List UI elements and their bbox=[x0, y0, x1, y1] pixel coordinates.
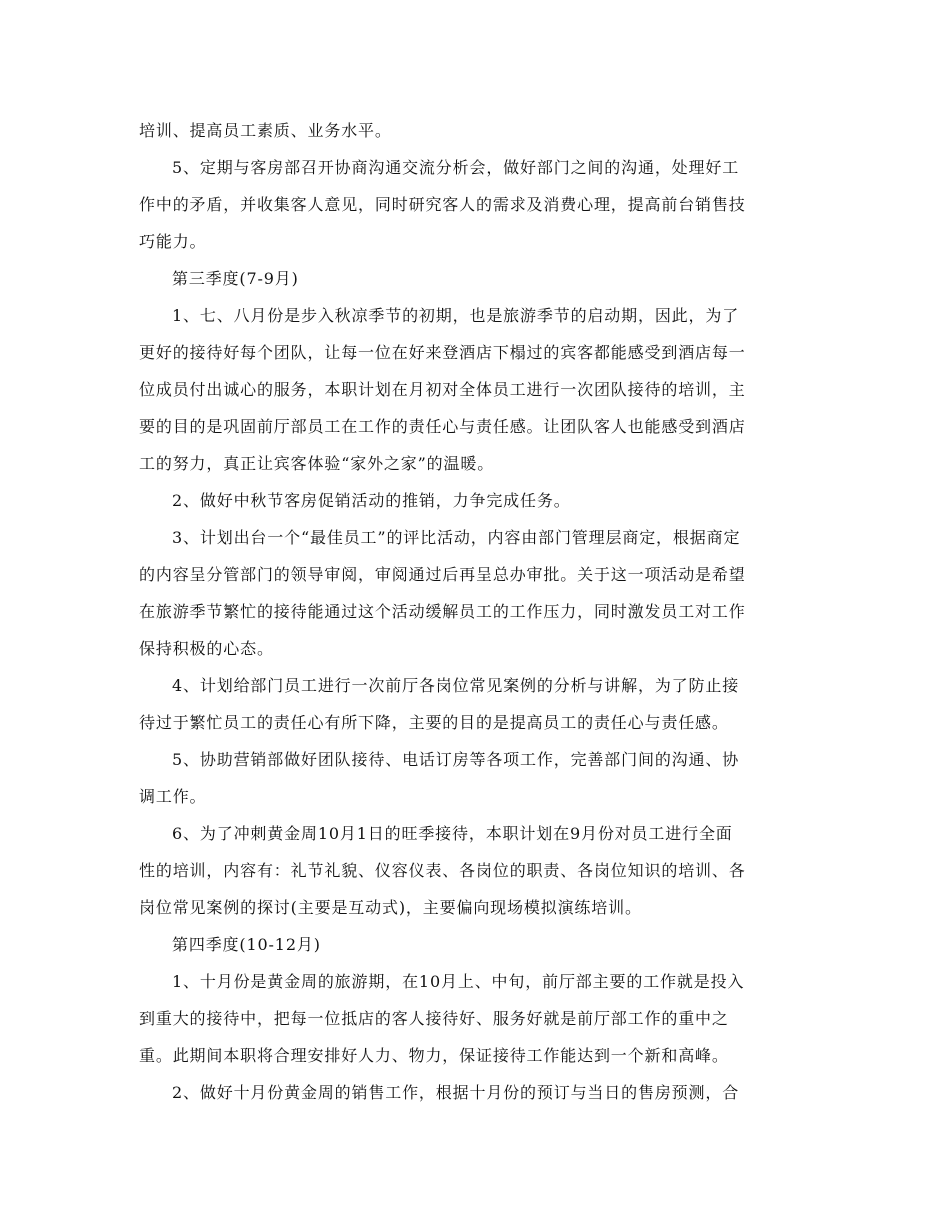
text-line: 保持积极的心态。 bbox=[139, 639, 274, 658]
text-line: 要的目的是巩固前厅部员工在工作的责任心与责任感。让团队客人也能感受到酒店 bbox=[139, 417, 746, 436]
text-line: 岗位常见案例的探讨(主要是互动式)，主要偏向现场模拟演练培训。 bbox=[139, 898, 642, 917]
text-line: 在旅游季节繁忙的接待能通过这个活动缓解员工的工作压力，同时激发员工对工作 bbox=[139, 602, 746, 621]
section-heading-q3: 第三季度(7-9月) bbox=[172, 269, 299, 288]
text-line: 调工作。 bbox=[139, 787, 207, 806]
text-line: 的内容呈分管部门的领导审阅，审阅通过后再呈总办审批。关于这一项活动是希望 bbox=[139, 565, 746, 584]
text-line: 6、为了冲刺黄金周10月1日的旺季接待，本职计划在9月份对员工进行全面 bbox=[172, 824, 733, 843]
text-line: 1、十月份是黄金周的旅游期，在10月上、中旬，前厅部主要的工作就是投入 bbox=[172, 972, 745, 991]
text-line: 2、做好中秋节客房促销活动的推销，力争完成任务。 bbox=[172, 491, 571, 510]
text-line: 2、做好十月份黄金周的销售工作，根据十月份的预订与当日的售房预测，合 bbox=[172, 1083, 740, 1102]
text-line: 到重大的接待中，把每一位抵店的客人接待好、服务好就是前厅部工作的重中之 bbox=[139, 1009, 729, 1028]
text-line: 4、计划给部门员工进行一次前厅各岗位常见案例的分析与讲解，为了防止接 bbox=[172, 676, 740, 695]
text-line: 作中的矛盾，并收集客人意见，同时研究客人的需求及消费心理，提高前台销售技 bbox=[139, 195, 746, 214]
document-page bbox=[139, 112, 805, 1111]
text-line: 3、计划出台一个“最佳员工”的评比活动，内容由部门管理层商定，根据商定 bbox=[172, 528, 741, 547]
text-line: 巧能力。 bbox=[139, 232, 207, 251]
text-line: 5、协助营销部做好团队接待、电话订房等各项工作，完善部门间的沟通、协 bbox=[172, 750, 740, 769]
text-line: 工的努力，真正让宾客体验“家外之家”的温暖。 bbox=[139, 454, 495, 473]
section-heading-q4: 第四季度(10-12月) bbox=[172, 935, 321, 954]
text-line: 重。此期间本职将合理安排好人力、物力，保证接待工作能达到一个新和高峰。 bbox=[139, 1046, 729, 1065]
text-line: 位成员付出诚心的服务，本职计划在月初对全体员工进行一次团队接待的培训，主 bbox=[139, 380, 746, 399]
text-line: 5、定期与客房部召开协商沟通交流分析会，做好部门之间的沟通，处理好工 bbox=[172, 158, 740, 177]
text-line: 性的培训，内容有：礼节礼貌、仪容仪表、各岗位的职责、各岗位知识的培训、各 bbox=[139, 861, 746, 880]
text-line: 待过于繁忙员工的责任心有所下降，主要的目的是提高员工的责任心与责任感。 bbox=[139, 713, 729, 732]
text-line: 更好的接待好每个团队，让每一位在好来登酒店下榻过的宾客都能感受到酒店每一 bbox=[139, 343, 746, 362]
text-line: 培训、提高员工素质、业务水平。 bbox=[139, 121, 392, 140]
text-line: 1、七、八月份是步入秋凉季节的初期，也是旅游季节的启动期，因此，为了 bbox=[172, 306, 740, 325]
